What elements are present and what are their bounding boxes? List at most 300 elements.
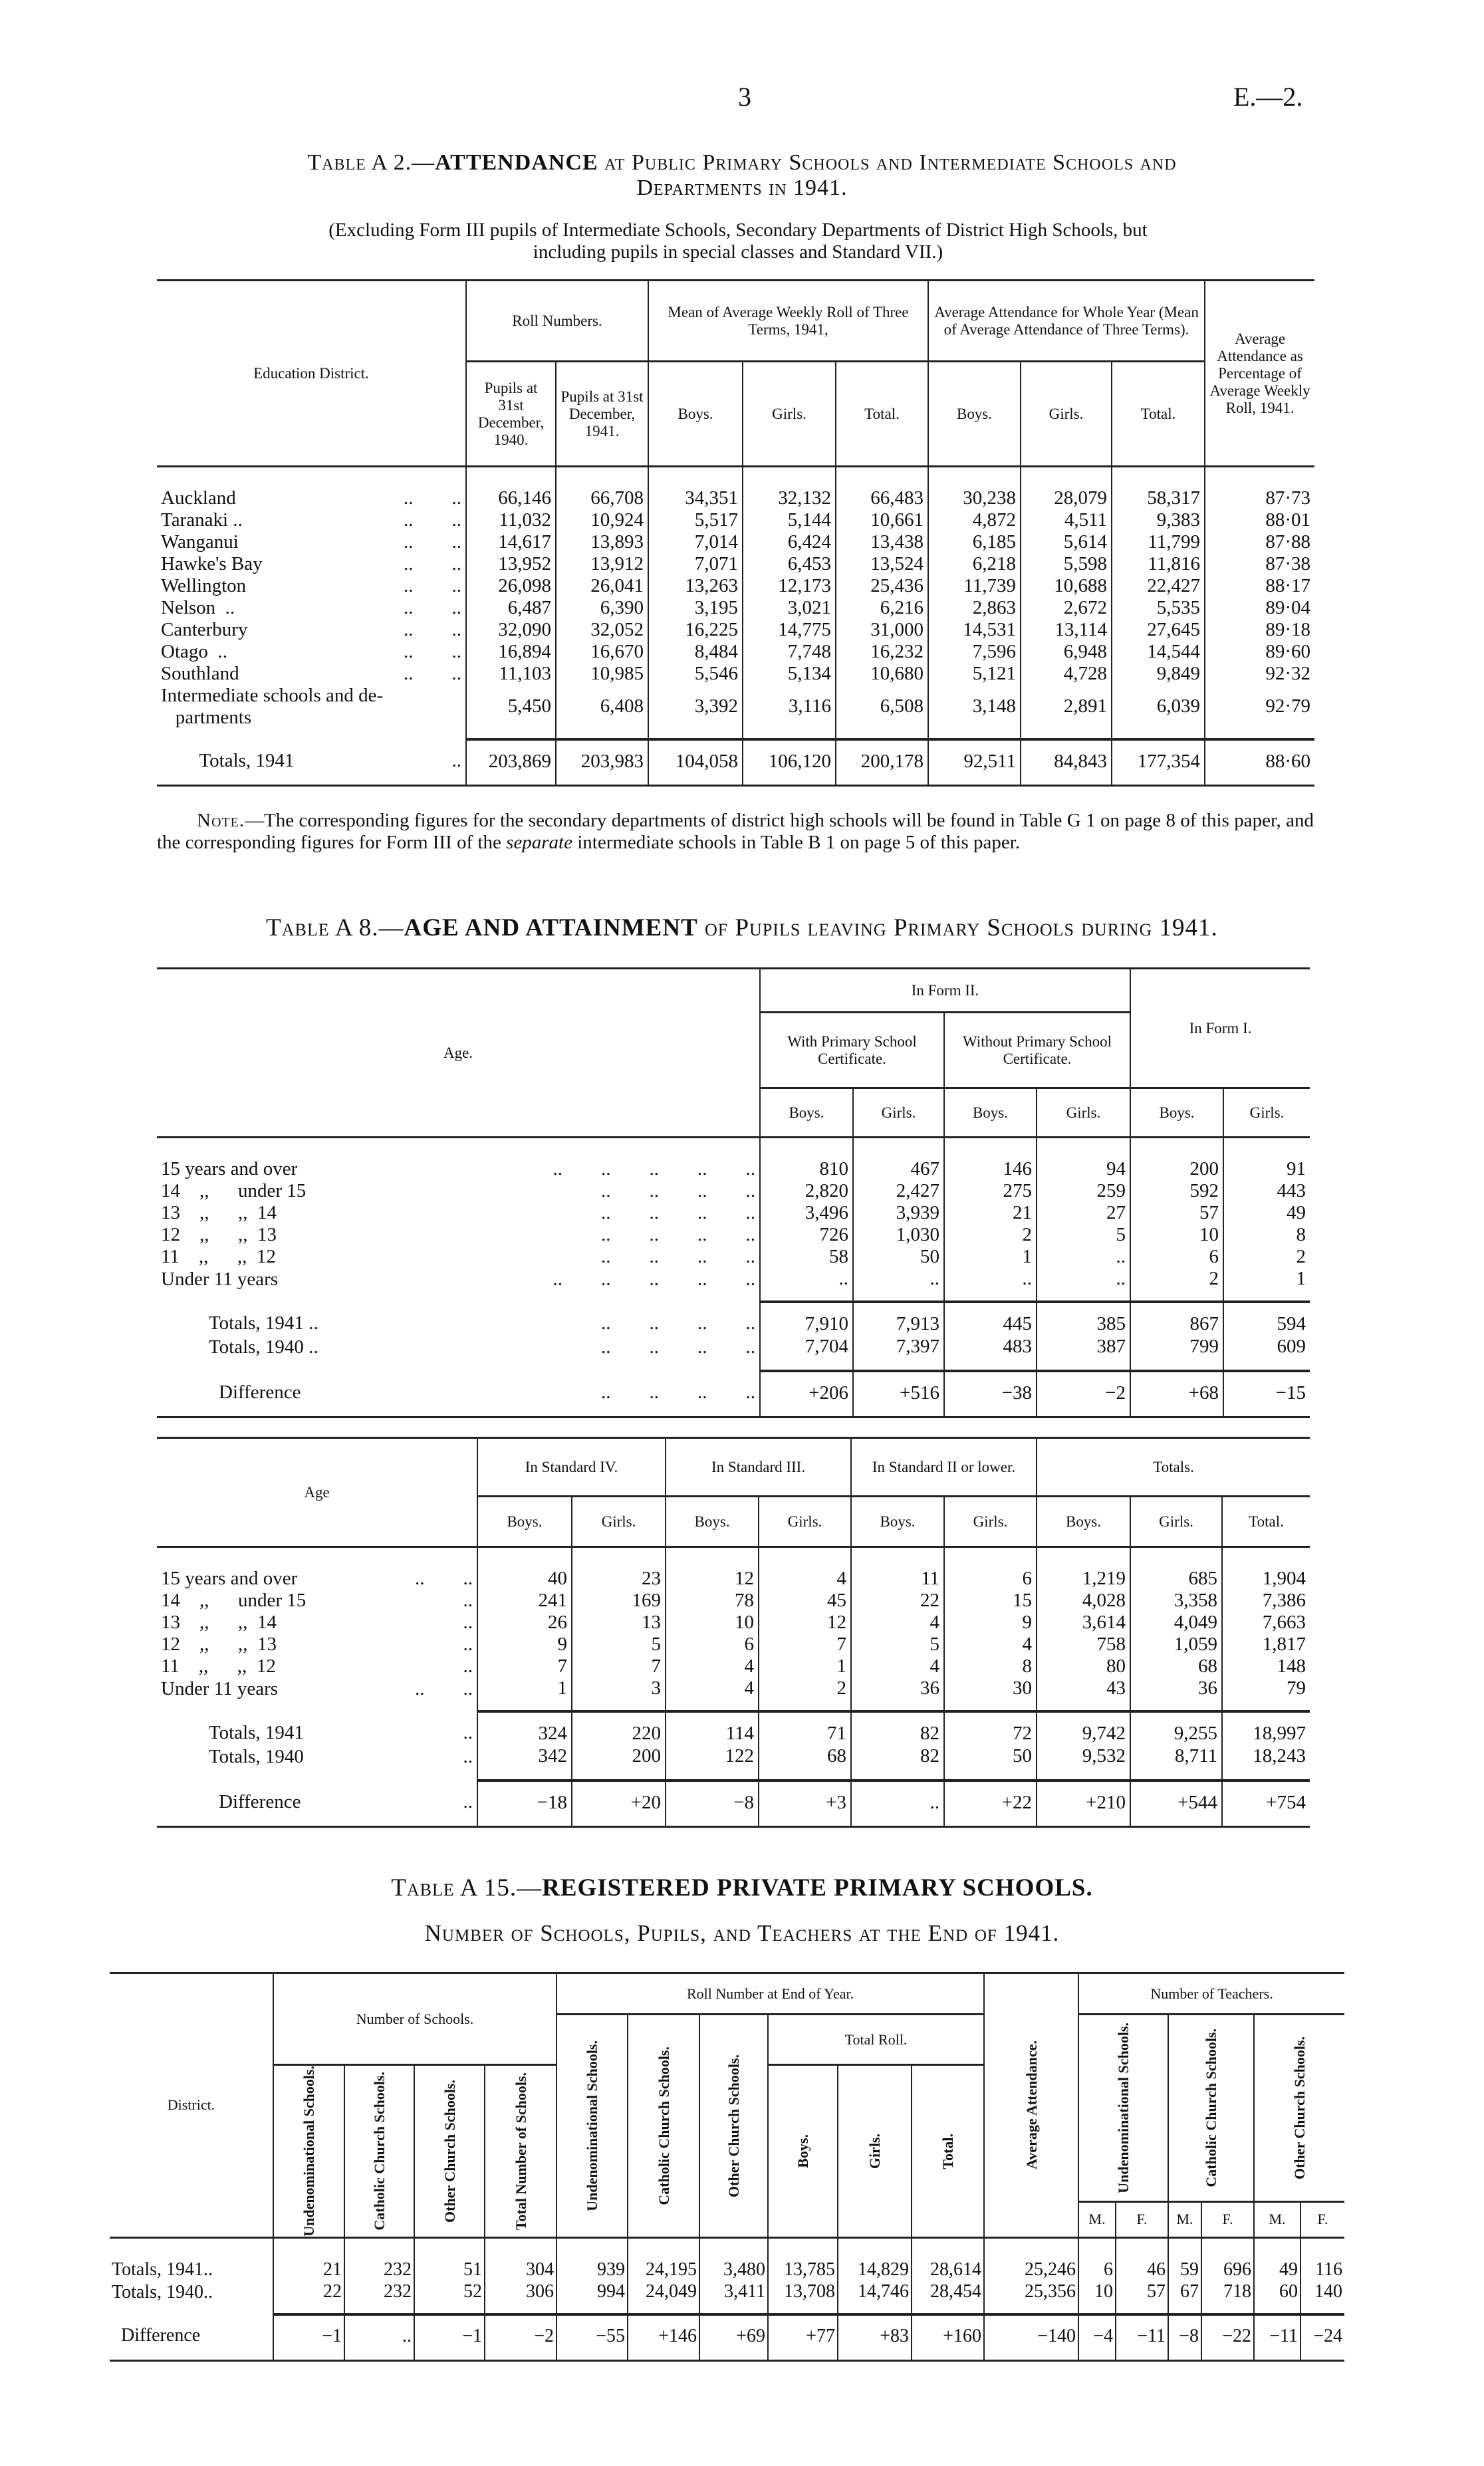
value-cell: 13,912 bbox=[556, 553, 648, 575]
table-a2-title bbox=[0, 150, 1484, 201]
value-cell: 609 bbox=[1223, 1335, 1310, 1371]
value-cell: 87·88 bbox=[1205, 531, 1314, 553]
dot-leader: .. .. bbox=[404, 487, 461, 509]
header-boys: Boys. bbox=[1037, 1497, 1130, 1547]
value-cell: 32,132 bbox=[743, 467, 836, 510]
header-girls: Girls. bbox=[944, 1497, 1037, 1547]
dot-leader: .. .. bbox=[404, 531, 461, 553]
row-label: Auckland bbox=[161, 487, 236, 509]
row-label-cell bbox=[157, 1246, 760, 1268]
value-cell: 9,383 bbox=[1112, 509, 1205, 531]
value-cell: 4 bbox=[666, 1656, 759, 1677]
value-cell: 82 bbox=[851, 1711, 944, 1745]
value-cell: 2 bbox=[1130, 1268, 1223, 1302]
table-body bbox=[157, 467, 1314, 740]
value-cell: 79 bbox=[1222, 1677, 1310, 1711]
value-cell: 9,255 bbox=[1130, 1711, 1222, 1745]
value-cell: 14,531 bbox=[928, 619, 1021, 641]
dot-leader: .. bbox=[463, 1612, 473, 1633]
header-boys: Boys. bbox=[944, 1088, 1037, 1138]
dot-leader: .. .. .. .. bbox=[601, 1312, 755, 1334]
table-row bbox=[157, 1371, 1310, 1418]
value-cell: 92,511 bbox=[928, 739, 1021, 786]
value-cell: 46 bbox=[1116, 2237, 1168, 2281]
rotated-label: Total Number of Schools. bbox=[512, 2072, 529, 2230]
table-body bbox=[157, 1781, 1310, 1827]
header-male: M. bbox=[1078, 2201, 1116, 2237]
value-cell: 94 bbox=[1037, 1138, 1130, 1181]
value-cell: 68 bbox=[1130, 1656, 1222, 1677]
value-cell: 36 bbox=[1130, 1677, 1222, 1711]
subtitle-line2: including pupils in special classes and Standard VII.) bbox=[533, 241, 943, 263]
value-cell: −55 bbox=[556, 2314, 628, 2361]
value-cell: 59 bbox=[1168, 2237, 1201, 2281]
table-label: Table A 2.— bbox=[307, 150, 435, 175]
value-cell: 5,546 bbox=[648, 663, 743, 685]
value-cell: −2 bbox=[1037, 1371, 1130, 1418]
table-row bbox=[157, 1180, 1310, 1202]
value-cell: 5,144 bbox=[743, 509, 836, 531]
value-cell: 2,863 bbox=[928, 597, 1021, 619]
row-label-cell bbox=[157, 685, 466, 739]
value-cell: 324 bbox=[477, 1711, 572, 1745]
value-cell: 259 bbox=[1037, 1180, 1130, 1202]
row-label-cell bbox=[157, 1711, 477, 1745]
value-cell: 32,090 bbox=[466, 619, 556, 641]
header-district: District. bbox=[167, 2096, 215, 2114]
table-label: Table A 8.— bbox=[266, 914, 404, 941]
value-cell: 3,411 bbox=[699, 2281, 768, 2314]
value-cell: +544 bbox=[1130, 1781, 1222, 1827]
header-district: Education District. bbox=[253, 364, 369, 382]
row-label: Nelson .. bbox=[161, 597, 235, 618]
value-cell: 43 bbox=[1037, 1677, 1130, 1711]
row-label-cell bbox=[157, 597, 466, 619]
value-cell: 867 bbox=[1130, 1302, 1223, 1335]
value-cell: 15 bbox=[944, 1590, 1037, 1612]
table-body bbox=[157, 739, 1314, 786]
value-cell: 1,817 bbox=[1222, 1634, 1310, 1656]
value-cell: 177,354 bbox=[1112, 739, 1205, 786]
value-cell: 7,596 bbox=[928, 641, 1021, 663]
table-row bbox=[157, 685, 1314, 739]
table-row bbox=[157, 553, 1314, 575]
value-cell: 5 bbox=[851, 1634, 944, 1656]
value-cell: 4 bbox=[944, 1634, 1037, 1656]
header-age: Age bbox=[304, 1483, 330, 1501]
title-bold: AGE AND ATTAINMENT bbox=[404, 914, 698, 941]
dot-leader: .. .. .. .. bbox=[601, 1382, 755, 1403]
row-label: 14 ,, under 15 bbox=[161, 1180, 307, 1201]
row-label-cell bbox=[110, 2237, 273, 2281]
row-label-cell bbox=[157, 1371, 760, 1418]
value-cell: 13,708 bbox=[768, 2281, 838, 2314]
value-cell: 1,904 bbox=[1222, 1547, 1310, 1590]
value-cell: 12 bbox=[759, 1612, 851, 1634]
dot-leader: .. .. bbox=[404, 575, 461, 596]
value-cell: 92·32 bbox=[1205, 663, 1314, 685]
value-cell: 11,739 bbox=[928, 575, 1021, 597]
value-cell: 4 bbox=[666, 1677, 759, 1711]
value-cell: 89·04 bbox=[1205, 597, 1314, 619]
row-label: Wellington bbox=[161, 575, 247, 596]
value-cell: 306 bbox=[485, 2281, 556, 2314]
value-cell: +210 bbox=[1037, 1781, 1130, 1827]
value-cell: 799 bbox=[1130, 1335, 1223, 1371]
value-cell: 3,939 bbox=[853, 1202, 944, 1224]
header-total-roll: Total Roll. bbox=[768, 2015, 984, 2065]
header-male: M. bbox=[1254, 2201, 1300, 2237]
value-cell: +68 bbox=[1130, 1371, 1223, 1418]
dot-leader: .. .. .. .. bbox=[601, 1246, 755, 1267]
value-cell: 32,052 bbox=[556, 619, 648, 641]
value-cell: 24,195 bbox=[628, 2237, 699, 2281]
value-cell: 7 bbox=[477, 1656, 572, 1677]
value-cell: 241 bbox=[477, 1590, 572, 1612]
value-cell: 9,849 bbox=[1112, 663, 1205, 685]
value-cell: 275 bbox=[944, 1180, 1037, 1202]
value-cell: 200 bbox=[572, 1745, 666, 1781]
header-form-1: In Form I. bbox=[1130, 969, 1310, 1088]
table-row bbox=[157, 1335, 1310, 1371]
header-girls: Girls. bbox=[743, 362, 836, 467]
value-cell: 1 bbox=[759, 1656, 851, 1677]
row-label-cell bbox=[157, 663, 466, 685]
value-cell: 592 bbox=[1130, 1180, 1223, 1202]
header-girls bbox=[838, 2065, 912, 2238]
row-label-cell bbox=[157, 553, 466, 575]
value-cell: 50 bbox=[853, 1246, 944, 1268]
value-cell: 30,238 bbox=[928, 467, 1021, 510]
value-cell: 10,680 bbox=[836, 663, 928, 685]
dot-leader: .. .. bbox=[404, 641, 461, 662]
value-cell: 66,708 bbox=[556, 467, 648, 510]
value-cell: 342 bbox=[477, 1745, 572, 1781]
value-cell: 726 bbox=[760, 1224, 853, 1246]
row-label-cell bbox=[110, 2281, 273, 2314]
value-cell: 1,030 bbox=[853, 1224, 944, 1246]
value-cell: 5,598 bbox=[1021, 553, 1112, 575]
table-row bbox=[157, 1202, 1310, 1224]
value-cell: 58 bbox=[760, 1246, 853, 1268]
dot-leader: .. .. .. .. bbox=[601, 1224, 755, 1245]
header-girls: Girls. bbox=[1130, 1497, 1222, 1547]
table-a2-note bbox=[157, 810, 1314, 854]
value-cell: 7,071 bbox=[648, 553, 743, 575]
value-cell: 3,392 bbox=[648, 685, 743, 739]
value-cell: −1 bbox=[414, 2314, 485, 2361]
value-cell: 91 bbox=[1223, 1138, 1310, 1181]
value-cell: 387 bbox=[1037, 1335, 1130, 1371]
value-cell: 443 bbox=[1223, 1180, 1310, 1202]
value-cell: 57 bbox=[1130, 1202, 1223, 1224]
header-boys bbox=[768, 2065, 838, 2238]
row-label-cell bbox=[157, 1180, 760, 1202]
value-cell: 13,263 bbox=[648, 575, 743, 597]
table-row bbox=[157, 1656, 1310, 1677]
value-cell: 106,120 bbox=[743, 739, 836, 786]
header-form-2: In Form II. bbox=[760, 969, 1130, 1013]
header-totals: Totals. bbox=[1037, 1438, 1310, 1497]
value-cell: 4 bbox=[759, 1547, 851, 1590]
table-row bbox=[157, 1612, 1310, 1634]
rotated-label: Catholic Church Schools. bbox=[1203, 2029, 1220, 2187]
table-row bbox=[157, 619, 1314, 641]
value-cell: 2,672 bbox=[1021, 597, 1112, 619]
row-label: Totals, 1941 .. bbox=[161, 1312, 318, 1334]
header-schools-catholic bbox=[344, 2065, 414, 2238]
row-label: Totals, 1940 bbox=[161, 1746, 304, 1767]
value-cell: 7 bbox=[572, 1656, 666, 1677]
header-pupils-1941: Pupils at 31st December, 1941. bbox=[556, 362, 648, 467]
dot-leader: .. .. .. .. bbox=[601, 1336, 755, 1358]
header-with-certificate: With Primary School Certificate. bbox=[760, 1013, 944, 1088]
row-label-cell bbox=[157, 1202, 760, 1224]
value-cell: 685 bbox=[1130, 1547, 1222, 1590]
value-cell: 810 bbox=[760, 1138, 853, 1181]
table-body bbox=[157, 1302, 1310, 1371]
header-boys: Boys. bbox=[1130, 1088, 1223, 1138]
value-cell: .. bbox=[944, 1268, 1037, 1302]
value-cell: 11 bbox=[851, 1547, 944, 1590]
table-body bbox=[157, 1138, 1310, 1302]
value-cell: 5 bbox=[1037, 1224, 1130, 1246]
header-standard-4: In Standard IV. bbox=[477, 1438, 666, 1497]
value-cell: 24,049 bbox=[628, 2281, 699, 2314]
table-body bbox=[157, 1371, 1310, 1418]
dot-leader: .. .. .. .. .. bbox=[553, 1269, 755, 1290]
value-cell: .. bbox=[853, 1268, 944, 1302]
title-bold: REGISTERED PRIVATE PRIMARY SCHOOLS. bbox=[542, 1874, 1093, 1902]
value-cell: 25,246 bbox=[984, 2237, 1078, 2281]
value-cell: +516 bbox=[853, 1371, 944, 1418]
value-cell: 26 bbox=[477, 1612, 572, 1634]
value-cell: 22,427 bbox=[1112, 575, 1205, 597]
value-cell: 7,913 bbox=[853, 1302, 944, 1335]
table-row bbox=[157, 531, 1314, 553]
value-cell: 6,508 bbox=[836, 685, 928, 739]
value-cell: 82 bbox=[851, 1745, 944, 1781]
table-row bbox=[110, 2281, 1344, 2314]
value-cell: 16,894 bbox=[466, 641, 556, 663]
value-cell: 146 bbox=[944, 1138, 1037, 1181]
header-roll-undenominational bbox=[556, 2015, 628, 2238]
value-cell: 5,134 bbox=[743, 663, 836, 685]
row-label: 15 years and over bbox=[161, 1568, 298, 1589]
header-schools-total bbox=[485, 2065, 556, 2238]
row-label-cell bbox=[157, 1138, 760, 1181]
header-teachers-other-church bbox=[1254, 2015, 1344, 2202]
dot-leader: .. .. bbox=[404, 663, 461, 684]
value-cell: 57 bbox=[1116, 2281, 1168, 2314]
rotated-label: Other Church Schools. bbox=[441, 2079, 458, 2223]
value-cell: 9 bbox=[944, 1612, 1037, 1634]
rotated-label: Girls. bbox=[866, 2133, 884, 2169]
row-label: Under 11 years bbox=[161, 1678, 279, 1699]
header-attendance-percentage: Average Attendance as Percentage of Average Weekly Roll, 1941. bbox=[1205, 281, 1314, 467]
header-boys: Boys. bbox=[928, 362, 1021, 467]
table-row bbox=[157, 1224, 1310, 1246]
rotated-label: Catholic Church Schools. bbox=[371, 2072, 388, 2231]
value-cell: 80 bbox=[1037, 1656, 1130, 1677]
table-a8-title bbox=[0, 914, 1484, 942]
header-boys: Boys. bbox=[851, 1497, 944, 1547]
value-cell: 11,032 bbox=[466, 509, 556, 531]
row-label: Totals, 1941.. bbox=[112, 2259, 213, 2280]
value-cell: 169 bbox=[572, 1590, 666, 1612]
value-cell: 7,704 bbox=[760, 1335, 853, 1371]
value-cell: 52 bbox=[414, 2281, 485, 2314]
value-cell: 51 bbox=[414, 2237, 485, 2281]
row-label-cell bbox=[157, 467, 466, 510]
table-row bbox=[157, 1547, 1310, 1590]
title-line2: Departments in 1941. bbox=[636, 176, 848, 200]
value-cell: 88·17 bbox=[1205, 575, 1314, 597]
header-teachers-undenominational bbox=[1078, 2015, 1168, 2202]
header-female: F. bbox=[1116, 2201, 1168, 2237]
value-cell: 58,317 bbox=[1112, 467, 1205, 510]
value-cell: 445 bbox=[944, 1302, 1037, 1335]
value-cell: 7,397 bbox=[853, 1335, 944, 1371]
table-body bbox=[110, 2237, 1344, 2314]
value-cell: 3,496 bbox=[760, 1202, 853, 1224]
row-label: 12 ,, ,, 13 bbox=[161, 1634, 277, 1655]
value-cell: 104,058 bbox=[648, 739, 743, 786]
value-cell: 7,663 bbox=[1222, 1612, 1310, 1634]
value-cell: 89·18 bbox=[1205, 619, 1314, 641]
value-cell: 13 bbox=[572, 1612, 666, 1634]
row-label-cell bbox=[157, 1634, 477, 1656]
value-cell: 304 bbox=[485, 2237, 556, 2281]
header-total: Total. bbox=[836, 362, 928, 467]
value-cell: 1 bbox=[944, 1246, 1037, 1268]
row-label: 14 ,, under 15 bbox=[161, 1590, 307, 1611]
value-cell: +83 bbox=[838, 2314, 912, 2361]
value-cell: 12,173 bbox=[743, 575, 836, 597]
header-boys: Boys. bbox=[648, 362, 743, 467]
value-cell: 203,983 bbox=[556, 739, 648, 786]
title-bold: ATTENDANCE bbox=[435, 150, 598, 175]
table-row bbox=[157, 1138, 1310, 1181]
value-cell: 3,021 bbox=[743, 597, 836, 619]
rotated-label: Catholic Church Schools. bbox=[655, 2046, 672, 2205]
value-cell: 4 bbox=[851, 1612, 944, 1634]
value-cell: 27 bbox=[1037, 1202, 1130, 1224]
row-label-cell bbox=[157, 641, 466, 663]
value-cell: 22 bbox=[273, 2281, 344, 2314]
table-body bbox=[157, 1547, 1310, 1712]
value-cell: 78 bbox=[666, 1590, 759, 1612]
value-cell: 4,049 bbox=[1130, 1612, 1222, 1634]
value-cell: 49 bbox=[1223, 1202, 1310, 1224]
value-cell: −11 bbox=[1254, 2314, 1300, 2361]
value-cell: 7,748 bbox=[743, 641, 836, 663]
table-row bbox=[157, 739, 1314, 786]
title-rest: of Pupils leaving Primary Schools during 1941. bbox=[697, 914, 1218, 941]
value-cell: 6 bbox=[1130, 1246, 1223, 1268]
value-cell: 14,829 bbox=[838, 2237, 912, 2281]
note-text-end: intermediate schools in Table B 1 on page 5 of this paper. bbox=[572, 832, 1021, 853]
value-cell: 7 bbox=[759, 1634, 851, 1656]
value-cell: 89·60 bbox=[1205, 641, 1314, 663]
table-a8-standard-levels bbox=[157, 1437, 1310, 1828]
value-cell: 8 bbox=[1223, 1224, 1310, 1246]
rotated-label: Total. bbox=[939, 2133, 957, 2169]
header-boys: Boys. bbox=[760, 1088, 853, 1138]
table-a15-title bbox=[0, 1874, 1484, 1902]
row-label: 13 ,, ,, 14 bbox=[161, 1202, 277, 1223]
header-average-attendance: Average Attendance for Whole Year (Mean of Average Attendance of Three Terms). bbox=[928, 281, 1205, 362]
header-total: Total. bbox=[1222, 1497, 1310, 1547]
value-cell: 16,232 bbox=[836, 641, 928, 663]
header-girls: Girls. bbox=[1223, 1088, 1310, 1138]
value-cell: +754 bbox=[1222, 1781, 1310, 1827]
value-cell: 594 bbox=[1223, 1302, 1310, 1335]
header-average-attendance bbox=[984, 1973, 1078, 2238]
value-cell: 3,195 bbox=[648, 597, 743, 619]
header-girls: Girls. bbox=[1021, 362, 1112, 467]
value-cell: 6,408 bbox=[556, 685, 648, 739]
row-label-cell bbox=[157, 1590, 477, 1612]
dot-leader: .. .. bbox=[415, 1568, 473, 1589]
header-number-of-schools: Number of Schools. bbox=[273, 1973, 556, 2065]
value-cell: 8 bbox=[944, 1656, 1037, 1677]
row-label-cell bbox=[157, 1224, 760, 1246]
row-label: Otago .. bbox=[161, 641, 227, 662]
value-cell: 7,910 bbox=[760, 1302, 853, 1335]
row-label-cell bbox=[157, 575, 466, 597]
header-roll-number: Roll Number at End of Year. bbox=[556, 1973, 984, 2015]
table-row bbox=[157, 1677, 1310, 1711]
value-cell: 1 bbox=[1223, 1268, 1310, 1302]
value-cell: 13,438 bbox=[836, 531, 928, 553]
value-cell: 11,799 bbox=[1112, 531, 1205, 553]
value-cell: 220 bbox=[572, 1711, 666, 1745]
header-girls: Girls. bbox=[572, 1497, 666, 1547]
dot-leader: .. bbox=[463, 1590, 473, 1611]
value-cell: 31,000 bbox=[836, 619, 928, 641]
value-cell: 84,843 bbox=[1021, 739, 1112, 786]
value-cell: 6,039 bbox=[1112, 685, 1205, 739]
page-number: 3 bbox=[738, 82, 751, 112]
value-cell: 21 bbox=[273, 2237, 344, 2281]
rotated-label: Other Church Schools. bbox=[1291, 2036, 1308, 2179]
value-cell: 718 bbox=[1201, 2281, 1254, 2314]
header-schools-undenominational bbox=[273, 2065, 344, 2238]
value-cell: 66,146 bbox=[466, 467, 556, 510]
value-cell: 9 bbox=[477, 1634, 572, 1656]
value-cell: 28,079 bbox=[1021, 467, 1112, 510]
value-cell: 6,218 bbox=[928, 553, 1021, 575]
dot-leader: .. bbox=[463, 1746, 473, 1767]
row-label-cell bbox=[157, 509, 466, 531]
row-label-cell bbox=[157, 1547, 477, 1590]
value-cell: 696 bbox=[1201, 2237, 1254, 2281]
value-cell: −38 bbox=[944, 1371, 1037, 1418]
value-cell: 10 bbox=[1078, 2281, 1116, 2314]
dot-leader: .. .. bbox=[404, 597, 461, 618]
value-cell: 71 bbox=[759, 1711, 851, 1745]
table-row bbox=[157, 641, 1314, 663]
value-cell: 22 bbox=[851, 1590, 944, 1612]
value-cell: −8 bbox=[1168, 2314, 1201, 2361]
value-cell: .. bbox=[1037, 1246, 1130, 1268]
header-roll-other-church bbox=[699, 2015, 768, 2238]
header-boys: Boys. bbox=[666, 1497, 759, 1547]
value-cell: −8 bbox=[666, 1781, 759, 1827]
value-cell: 34,351 bbox=[648, 467, 743, 510]
value-cell: +3 bbox=[759, 1781, 851, 1827]
